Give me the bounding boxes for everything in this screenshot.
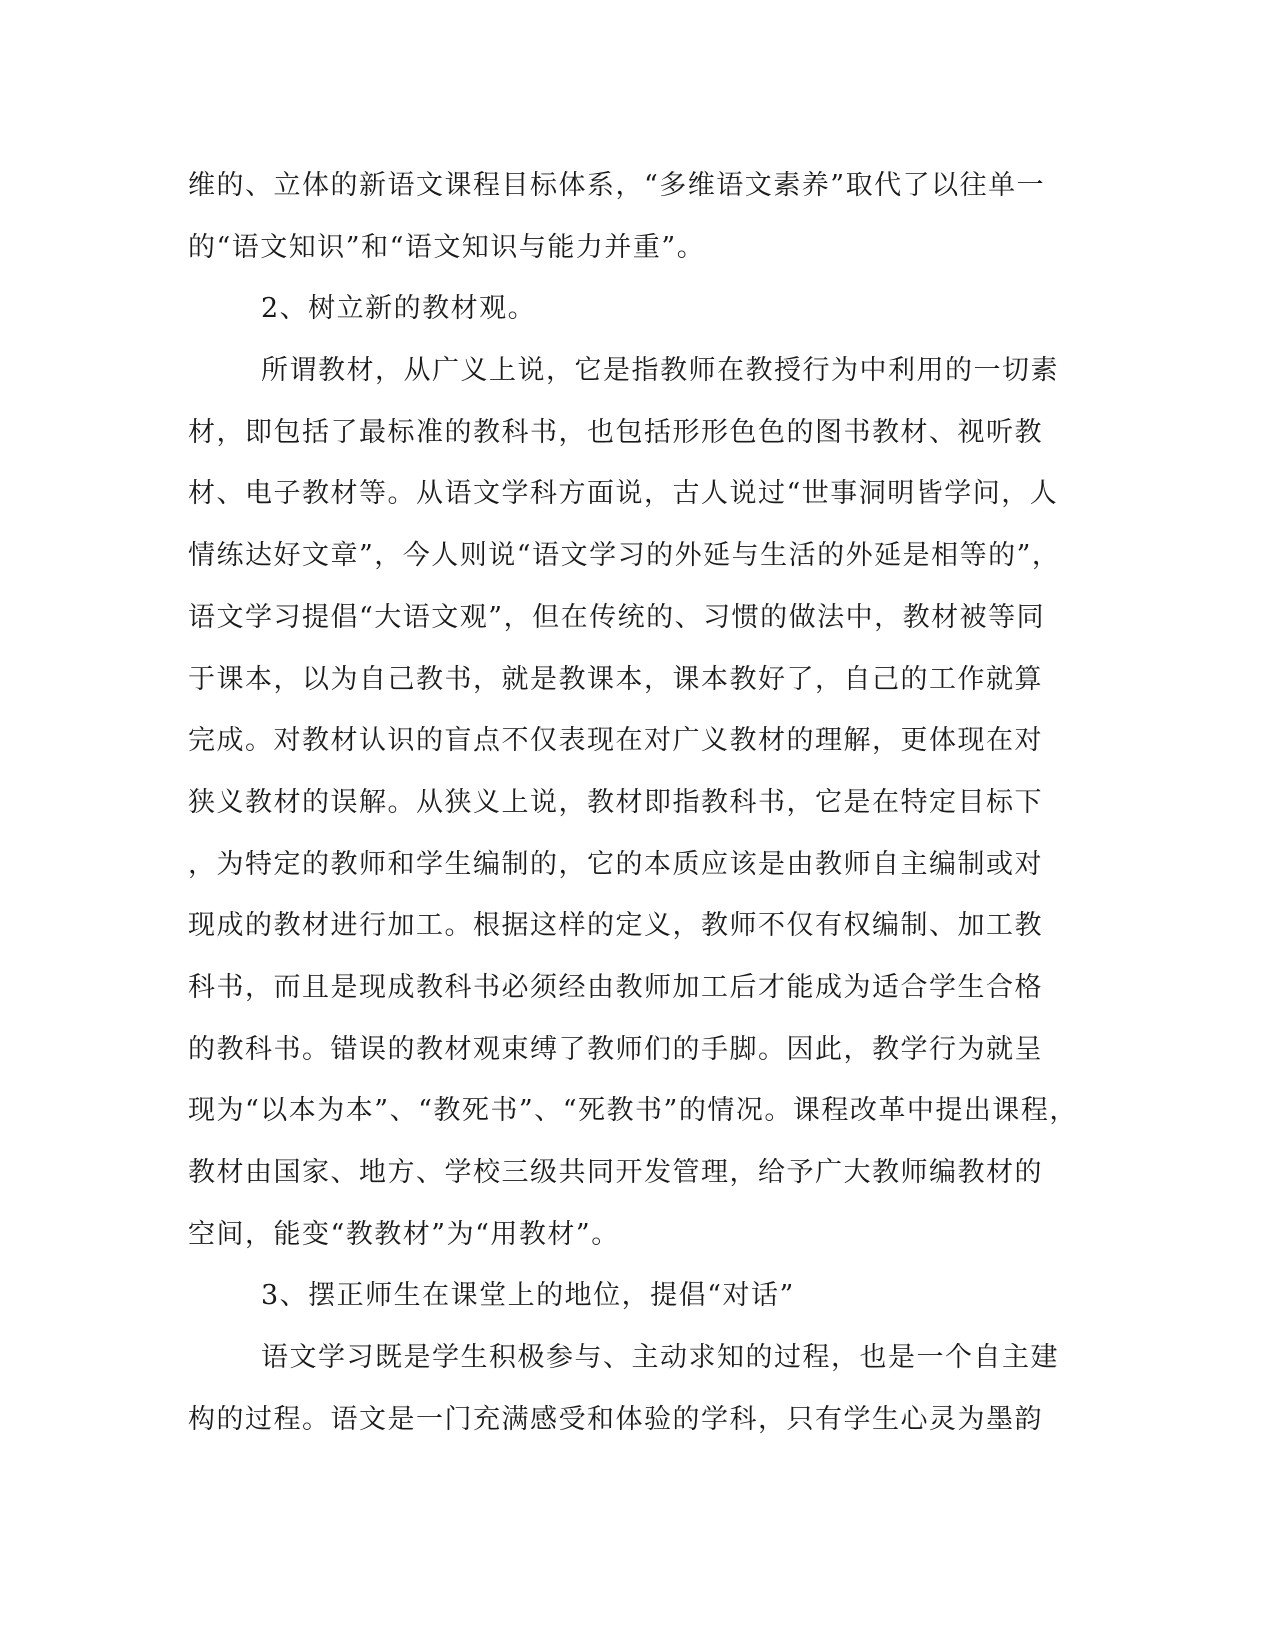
text-line: 语文学习既是学生积极参与、主动求知的过程，也是一个自主建 bbox=[261, 1342, 1059, 1374]
text-line: 现为“以本为本”、“教死书”、“死教书”的情况。课程改革中提出课程， bbox=[188, 1095, 1078, 1127]
body-text bbox=[188, 155, 1078, 1450]
text-line: 维的、立体的新语文课程目标体系，“多维语文素养”取代了以往单一 bbox=[188, 170, 1046, 201]
text-line: 科书，而且是现成教科书必须经由教师加工后才能成为适合学生合格 bbox=[188, 971, 1043, 1003]
text-line: 的“语文知识”和“语文知识与能力并重”。 bbox=[188, 231, 706, 263]
text-line: 的教科书。错误的教材观束缚了教师们的手脚。因此，教学行为就呈 bbox=[188, 1033, 1043, 1065]
section-heading: 3、摆正师生在课堂上的地位，提倡“对话” bbox=[261, 1280, 795, 1312]
text-line: 狭义教材的误解。从狭义上说，教材即指教科书，它是在特定目标下 bbox=[188, 786, 1043, 818]
text-line: 空间，能变“教教材”为“用教材”。 bbox=[188, 1218, 620, 1250]
text-line: 情练达好文章”，今人则说“语文学习的外延与生活的外延是相等的”， bbox=[188, 540, 1061, 572]
text-line: 所谓教材，从广义上说，它是指教师在教授行为中利用的一切素 bbox=[261, 355, 1059, 387]
text-line: 语文学习提倡“大语文观”，但在传统的、习惯的做法中，教材被等同 bbox=[188, 601, 1046, 633]
text-line: 现成的教材进行加工。根据这样的定义，教师不仅有权编制、加工教 bbox=[188, 910, 1043, 942]
text-line: 构的过程。语文是一门充满感受和体验的学科，只有学生心灵为墨韵 bbox=[188, 1403, 1043, 1435]
text-line: 于课本，以为自己教书，就是教课本，课本教好了，自己的工作就算 bbox=[188, 663, 1043, 695]
section-heading: 2、树立新的教材观。 bbox=[261, 293, 537, 325]
text-line: 材、电子教材等。从语文学科方面说，古人说过“世事洞明皆学问，人 bbox=[188, 478, 1059, 510]
text-line: 教材由国家、地方、学校三级共同开发管理，给予广大教师编教材的 bbox=[188, 1157, 1043, 1188]
text-line: 完成。对教材认识的盲点不仅表现在对广义教材的理解，更体现在对 bbox=[188, 725, 1043, 757]
text-line: 材，即包括了最标准的教科书，也包括形形色色的图书教材、视听教 bbox=[188, 416, 1043, 448]
text-line: ，为特定的教师和学生编制的，它的本质应该是由教师自主编制或对 bbox=[188, 848, 1043, 880]
